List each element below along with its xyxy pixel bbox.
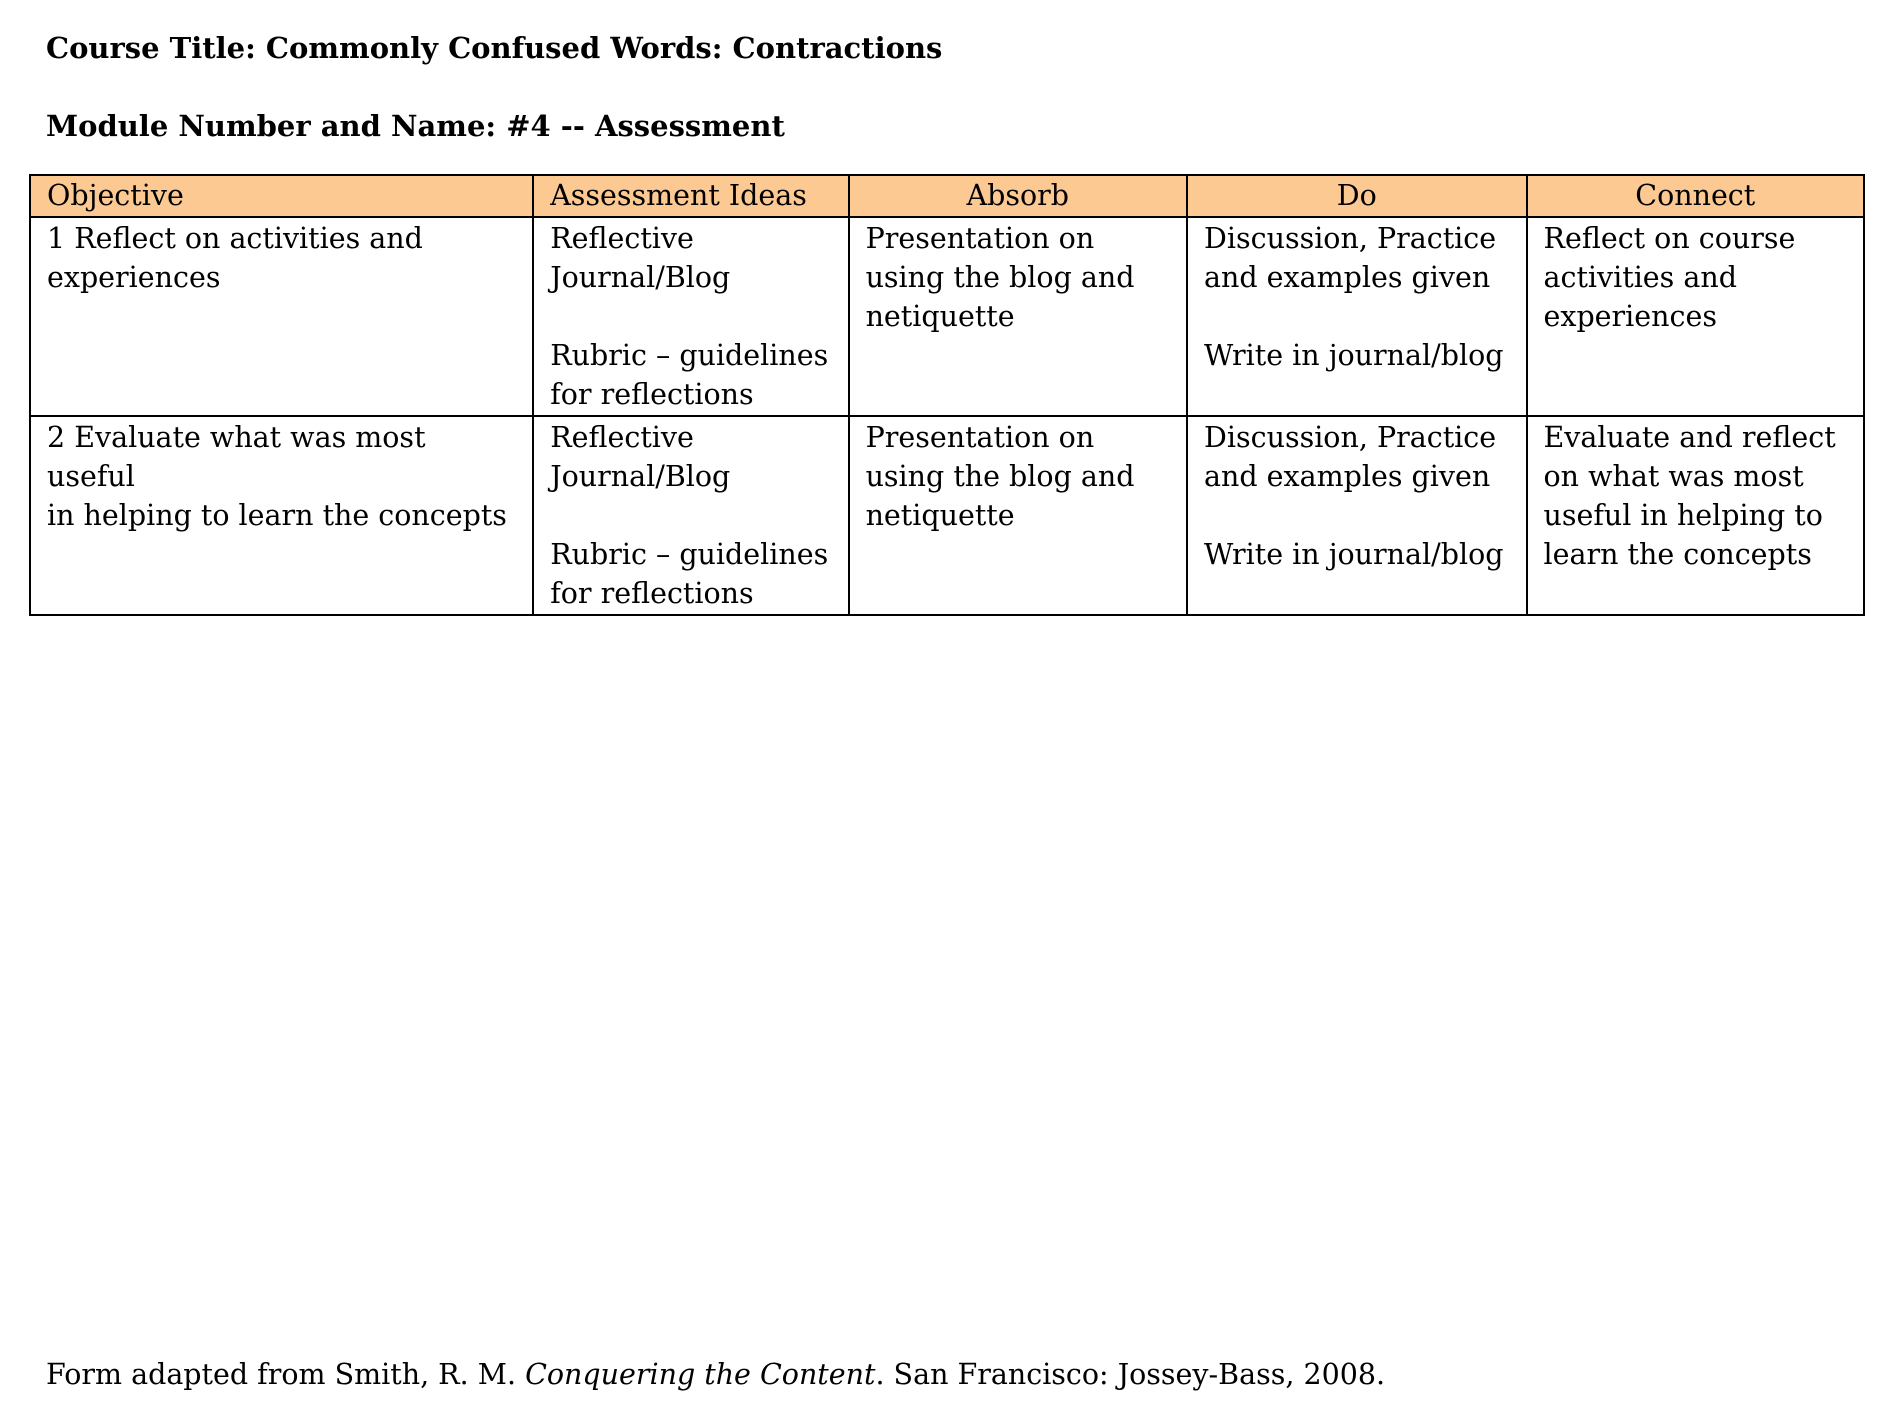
module-name: Module Number and Name: #4 -- Assessment <box>46 109 785 143</box>
footer-citation <box>46 1357 1385 1393</box>
module-planning-table <box>29 174 1865 616</box>
do-cell <box>1187 217 1526 416</box>
cell-line: Write in journal/blog <box>1204 339 1504 372</box>
cell-line: using the blog and <box>865 460 1135 493</box>
course-title: Course Title: Commonly Confused Words: Contractions <box>46 31 943 65</box>
assessment-ideas-cell <box>533 217 848 416</box>
cell-line: Reflective <box>550 421 694 454</box>
cell-line: Discussion, Practice <box>1204 222 1497 255</box>
cell-line: Presentation on <box>865 222 1095 255</box>
objective-cell <box>30 416 533 615</box>
assessment-ideas-cell <box>533 416 848 615</box>
connect-cell <box>1527 217 1865 416</box>
cell-line: netiquette <box>865 499 1015 532</box>
absorb-cell <box>849 416 1187 615</box>
cell-line: 1 Reflect on activities and <box>47 222 423 255</box>
cell-line: Reflect on course <box>1543 222 1796 255</box>
cell-line: experiences <box>47 261 221 294</box>
do-cell <box>1187 416 1526 615</box>
cell-line: Presentation on <box>865 421 1095 454</box>
citation-book-title: Conquering the Content <box>525 1358 876 1391</box>
objective-cell <box>30 217 533 416</box>
cell-line: for reflections <box>550 577 754 610</box>
cell-line: Rubric – guidelines <box>550 538 829 571</box>
header-assessment-ideas: Assessment Ideas <box>533 175 848 217</box>
connect-cell <box>1527 416 1865 615</box>
header-do: Do <box>1187 175 1526 217</box>
citation-suffix: . San Francisco: Jossey-Bass, 2008. <box>875 1358 1386 1391</box>
cell-line: Journal/Blog <box>550 261 731 294</box>
header-connect: Connect <box>1527 175 1865 217</box>
cell-line: activities and <box>1543 261 1737 294</box>
cell-line: Write in journal/blog <box>1204 538 1504 571</box>
table-row <box>30 217 1864 416</box>
cell-line: experiences <box>1543 300 1717 333</box>
cell-line: on what was most <box>1543 460 1804 493</box>
cell-line: useful in helping to <box>1543 499 1823 532</box>
cell-line: for reflections <box>550 378 754 411</box>
cell-line: 2 Evaluate what was most useful <box>47 421 426 493</box>
header-absorb: Absorb <box>849 175 1187 217</box>
cell-line: using the blog and <box>865 261 1135 294</box>
cell-line: Discussion, Practice <box>1204 421 1497 454</box>
citation-prefix: Form adapted from Smith, R. M. <box>46 1358 526 1391</box>
cell-line: in helping to learn the concepts <box>47 499 507 532</box>
cell-line: Evaluate and reflect <box>1543 421 1836 454</box>
cell-line: Reflective <box>550 222 694 255</box>
cell-line: and examples given <box>1204 460 1491 493</box>
absorb-cell <box>849 217 1187 416</box>
cell-line: Journal/Blog <box>550 460 731 493</box>
header-objective: Objective <box>30 175 533 217</box>
cell-line: Rubric – guidelines <box>550 339 829 372</box>
table-header-row <box>30 175 1864 217</box>
cell-line: netiquette <box>865 300 1015 333</box>
cell-line: and examples given <box>1204 261 1491 294</box>
table-row <box>30 416 1864 615</box>
cell-line: learn the concepts <box>1543 538 1812 571</box>
